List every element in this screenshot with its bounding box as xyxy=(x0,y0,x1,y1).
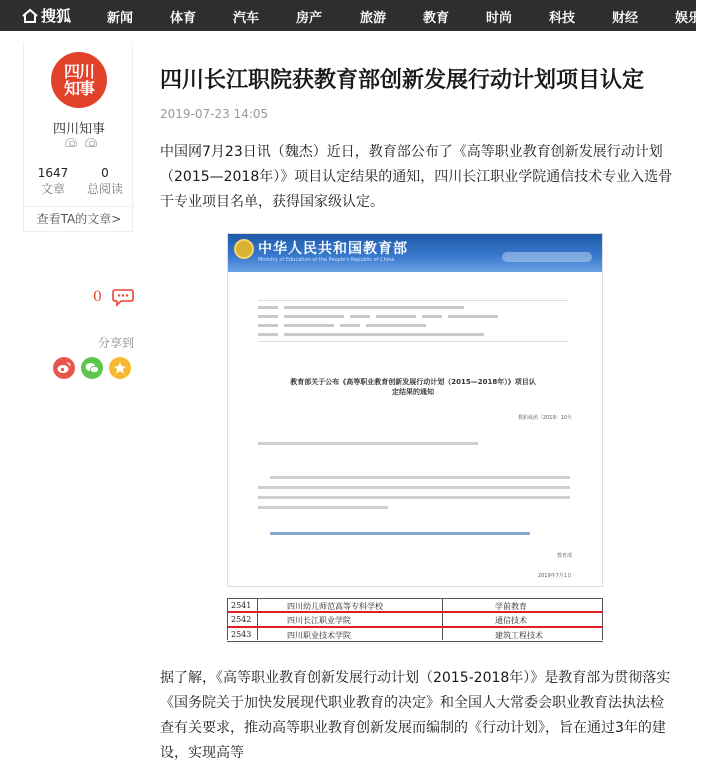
weibo-share-icon[interactable] xyxy=(53,357,75,379)
top-nav xyxy=(0,0,701,31)
article-paragraph: 中国网7月23日讯（魏杰）近日，教育部公布了《高等职业教育创新发展行动计划（2015—2018年）》项目认定结果的通知，四川长江职业学院通信技术专业入选骨干专业项目名单，获得国家级认定。 xyxy=(160,144,673,210)
author-sidebar xyxy=(23,42,135,350)
sohu-logo[interactable] xyxy=(22,5,71,26)
nav-travel[interactable]: 旅游 xyxy=(360,11,387,26)
doc-meta-box xyxy=(258,300,568,342)
share-label: 分享到 xyxy=(98,336,135,350)
home-icon xyxy=(22,9,38,23)
doc-date: 2019年7月1日 xyxy=(537,573,572,579)
nav-tech[interactable]: 科技 xyxy=(549,11,576,26)
logo-text: 搜狐 xyxy=(41,7,72,25)
article-date: 2019-07-23 14:05 xyxy=(160,107,269,121)
avatar-text: 四川知事 xyxy=(63,62,94,98)
badge-icon xyxy=(85,138,97,147)
avatar[interactable] xyxy=(51,52,107,108)
doc-number: 教职成函〔2019〕10号 xyxy=(517,415,572,421)
author-badges xyxy=(65,138,97,147)
articles-label: 文章 xyxy=(40,182,65,196)
reads-label: 总阅读 xyxy=(86,182,123,196)
table-row-highlighted: 2542 四川长江职业学院 通信技术 xyxy=(227,613,603,627)
nav-finance[interactable]: 财经 xyxy=(612,11,639,26)
view-articles-link[interactable]: 查看TA的文章> xyxy=(24,206,134,230)
article-title: 四川长江职院获教育部创新发展行动计划项目认定 xyxy=(160,68,645,93)
national-emblem-icon xyxy=(234,239,254,259)
nav-house[interactable]: 房产 xyxy=(296,11,323,26)
ministry-header xyxy=(228,234,602,272)
nav-sports[interactable]: 体育 xyxy=(170,11,197,26)
nav-education[interactable]: 教育 xyxy=(423,11,450,26)
highlight-line-bottom xyxy=(227,626,603,628)
highlight-line-top xyxy=(227,611,603,613)
author-name[interactable]: 四川知事 xyxy=(52,122,105,137)
share-icons xyxy=(53,357,131,379)
table-row: 2543 四川职业技术学院 建筑工程技术 xyxy=(227,628,603,642)
articles-count: 1647 xyxy=(37,166,69,180)
result-table-image xyxy=(227,596,603,642)
reads-stat xyxy=(80,165,130,197)
author-card xyxy=(23,42,133,232)
comment-count: 0 xyxy=(93,289,102,305)
header-search-bar xyxy=(502,252,592,262)
nav-entertainment[interactable]: 娱乐 xyxy=(675,11,701,26)
article-paragraph: 据了解，《高等职业教育创新发展行动计划（2015-2018年）》是教育部为贯彻落实《国务院关于加快发展现代职业教育的决定》和全国人大常委会职业教育法执法检查有关要求，推动高等职业教育创新发展而编制的《行动计划》，旨在通过3年的建设，实现高等 xyxy=(160,670,671,761)
table-row: 2541 四川幼儿师范高等专科学校 学前教育 xyxy=(227,598,603,612)
doc-signer: 教育部 xyxy=(556,553,572,559)
qzone-share-icon[interactable] xyxy=(109,357,131,379)
ministry-title: 中华人民共和国教育部 xyxy=(258,241,408,257)
comment-icon[interactable] xyxy=(112,288,134,306)
nav-fashion[interactable]: 时尚 xyxy=(486,11,513,26)
badge-icon xyxy=(65,138,77,147)
articles-stat xyxy=(28,165,78,197)
comment-widget[interactable] xyxy=(93,288,134,306)
nav-news[interactable]: 新闻 xyxy=(107,11,134,26)
reads-count: 0 xyxy=(101,166,109,180)
wechat-share-icon[interactable] xyxy=(81,357,103,379)
doc-notice-title: 教育部关于公布《高等职业教育创新发展行动计划（2015—2018年）》项目认定结果的通知 xyxy=(290,378,536,396)
nav-auto[interactable]: 汽车 xyxy=(233,11,260,26)
document-screenshot-image xyxy=(227,233,603,587)
ministry-subtitle: Ministry of Education of the People's Republic of China xyxy=(258,257,395,263)
